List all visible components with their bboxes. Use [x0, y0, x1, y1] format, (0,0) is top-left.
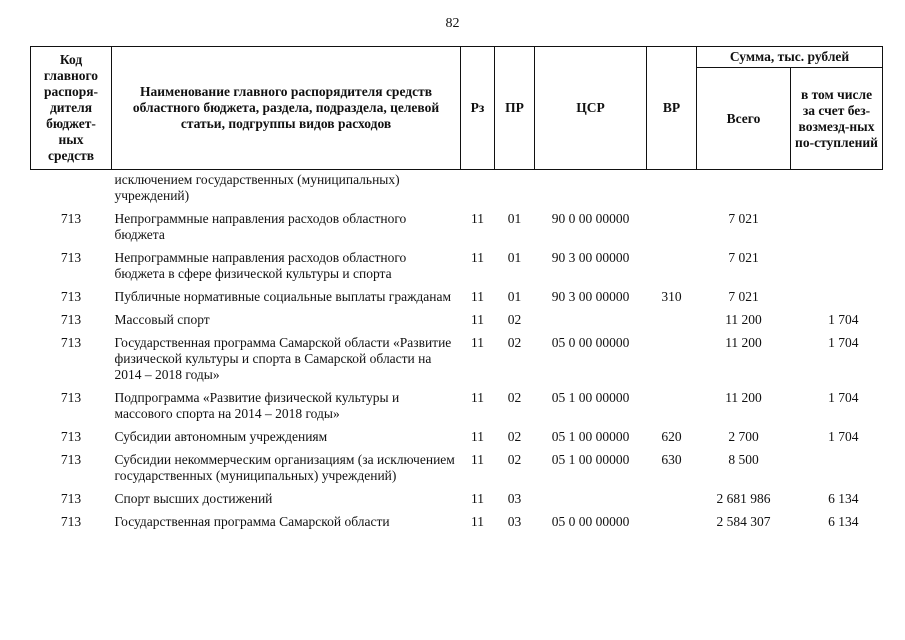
- cell-code: 713: [60, 250, 82, 265]
- cell-total: 7 021: [728, 289, 759, 304]
- cell-csr: 05 1 00 00000: [551, 452, 630, 467]
- table-row: [31, 243, 883, 282]
- cell-vr: 310: [661, 289, 682, 304]
- table-row: [31, 328, 883, 383]
- cell-csr: 05 1 00 00000: [551, 390, 630, 405]
- cell-total: [697, 170, 791, 205]
- cell-code: 713: [60, 491, 82, 506]
- cell-rz: 11: [471, 390, 484, 405]
- cell-pr: 01: [507, 211, 522, 226]
- cell-csr: [535, 305, 647, 328]
- cell-pr: 03: [507, 514, 522, 529]
- cell-vr: [647, 484, 697, 507]
- cell-gratuitous: 1 704: [828, 390, 859, 405]
- cell-rz: 11: [471, 491, 484, 506]
- cell-total: 7 021: [728, 250, 759, 265]
- cell-name: Субсидии автономным учреждениям: [114, 429, 328, 444]
- cell-gratuitous: 6 134: [828, 514, 859, 529]
- cell-rz: 11: [471, 211, 484, 226]
- cell-pr: 02: [507, 335, 522, 350]
- header-rz: Рз: [461, 47, 495, 170]
- cell-total: 8 500: [728, 452, 759, 467]
- cell-rz: 11: [471, 289, 484, 304]
- cell-vr: 630: [661, 452, 682, 467]
- cell-gratuitous: [791, 282, 883, 305]
- page-number: 82: [445, 16, 460, 31]
- cell-name: Непрограммные направления расходов областного бюджета: [114, 211, 407, 242]
- cell-pr: 02: [507, 390, 522, 405]
- cell-total: 2 584 307: [716, 514, 771, 529]
- cell-gratuitous: [791, 204, 883, 243]
- cell-rz: [461, 170, 495, 205]
- cell-pr: 02: [507, 312, 522, 327]
- cell-vr: [647, 204, 697, 243]
- table-row: [31, 383, 883, 422]
- cell-vr: 620: [661, 429, 682, 444]
- cell-total: 2 681 986: [716, 491, 771, 506]
- cell-pr: 02: [507, 429, 522, 444]
- cell-code: 713: [60, 312, 82, 327]
- cell-csr: 90 3 00 00000: [551, 289, 630, 304]
- cell-pr: [495, 170, 535, 205]
- cell-csr: 90 0 00 00000: [551, 211, 630, 226]
- cell-vr: [647, 383, 697, 422]
- table-row: [31, 445, 883, 484]
- cell-name: Субсидии некоммерческим организациям (за исключением государственных (муниципальных) учреждений): [114, 452, 455, 483]
- cell-gratuitous: 1 704: [828, 335, 859, 350]
- cell-total: 11 200: [725, 312, 762, 327]
- cell-name: Государственная программа Самарской области: [114, 514, 390, 529]
- cell-gratuitous: [791, 445, 883, 484]
- cell-total: 2 700: [728, 429, 759, 444]
- table-row: [31, 422, 883, 445]
- cell-code: 713: [60, 289, 82, 304]
- table-row: [31, 507, 883, 530]
- cell-vr: [647, 328, 697, 383]
- cell-code: 713: [60, 429, 82, 444]
- cell-rz: 11: [471, 250, 484, 265]
- cell-csr: 05 0 00 00000: [551, 335, 630, 350]
- table-row: [31, 170, 883, 205]
- cell-csr: [535, 170, 647, 205]
- cell-pr: 02: [507, 452, 522, 467]
- cell-rz: 11: [471, 335, 484, 350]
- header-name: Наименование главного распорядителя средств областного бюджета, раздела, подраздела, целевой статьи, подгруппы видов расходов: [112, 47, 461, 170]
- cell-total: 11 200: [725, 390, 762, 405]
- table-body: [31, 170, 883, 531]
- cell-rz: 11: [471, 514, 484, 529]
- table-row: [31, 305, 883, 328]
- cell-rz: 11: [471, 312, 484, 327]
- cell-gratuitous: [791, 170, 883, 205]
- cell-name: Непрограммные направления расходов областного бюджета в сфере физической культуры и спорта: [114, 250, 407, 281]
- cell-name: Государственная программа Самарской области «Развитие физической культуры и спорта в Самарской области на 2014 – 2018 годы»: [114, 335, 452, 382]
- header-csr: ЦСР: [535, 47, 647, 170]
- cell-name: исключением государственных (муниципальных) учреждений): [114, 172, 400, 203]
- cell-name: Публичные нормативные социальные выплаты гражданам: [114, 289, 452, 304]
- cell-pr: 01: [507, 250, 522, 265]
- cell-vr: [647, 507, 697, 530]
- table-row: [31, 484, 883, 507]
- cell-code: 713: [60, 452, 82, 467]
- cell-total: 7 021: [728, 211, 759, 226]
- cell-rz: 11: [471, 452, 484, 467]
- cell-gratuitous: 1 704: [828, 312, 859, 327]
- cell-vr: [647, 243, 697, 282]
- header-including: в том числе за счет без-возмезд-ных по-ступлений: [791, 68, 883, 170]
- budget-table: [30, 46, 883, 530]
- cell-code: 713: [60, 514, 82, 529]
- cell-total: 11 200: [725, 335, 762, 350]
- cell-csr: [535, 484, 647, 507]
- cell-name: Массовый спорт: [114, 312, 210, 327]
- cell-code: 713: [60, 335, 82, 350]
- header-pr: ПР: [495, 47, 535, 170]
- cell-vr: [647, 305, 697, 328]
- table-row: [31, 204, 883, 243]
- cell-code: 713: [60, 390, 82, 405]
- cell-pr: 03: [507, 491, 522, 506]
- cell-csr: 05 1 00 00000: [551, 429, 630, 444]
- cell-gratuitous: [791, 243, 883, 282]
- table-row: [31, 282, 883, 305]
- cell-name: Подпрограмма «Развитие физической культуры и массового спорта на 2014 – 2018 годы»: [114, 390, 400, 421]
- cell-gratuitous: 1 704: [828, 429, 859, 444]
- cell-rz: 11: [471, 429, 484, 444]
- header-total: Всего: [697, 68, 791, 170]
- cell-csr: 05 0 00 00000: [551, 514, 630, 529]
- cell-csr: 90 3 00 00000: [551, 250, 630, 265]
- cell-pr: 01: [507, 289, 522, 304]
- header-sum-group: Сумма, тыс. рублей: [697, 47, 883, 68]
- cell-vr: [647, 170, 697, 205]
- cell-gratuitous: 6 134: [828, 491, 859, 506]
- cell-name: Спорт высших достижений: [114, 491, 273, 506]
- cell-code: 713: [60, 211, 82, 226]
- header-code: Код главного распоря-дителя бюджет-ных средств: [31, 47, 112, 170]
- cell-code: [31, 170, 112, 205]
- header-vr: ВР: [647, 47, 697, 170]
- table-header: [31, 47, 883, 170]
